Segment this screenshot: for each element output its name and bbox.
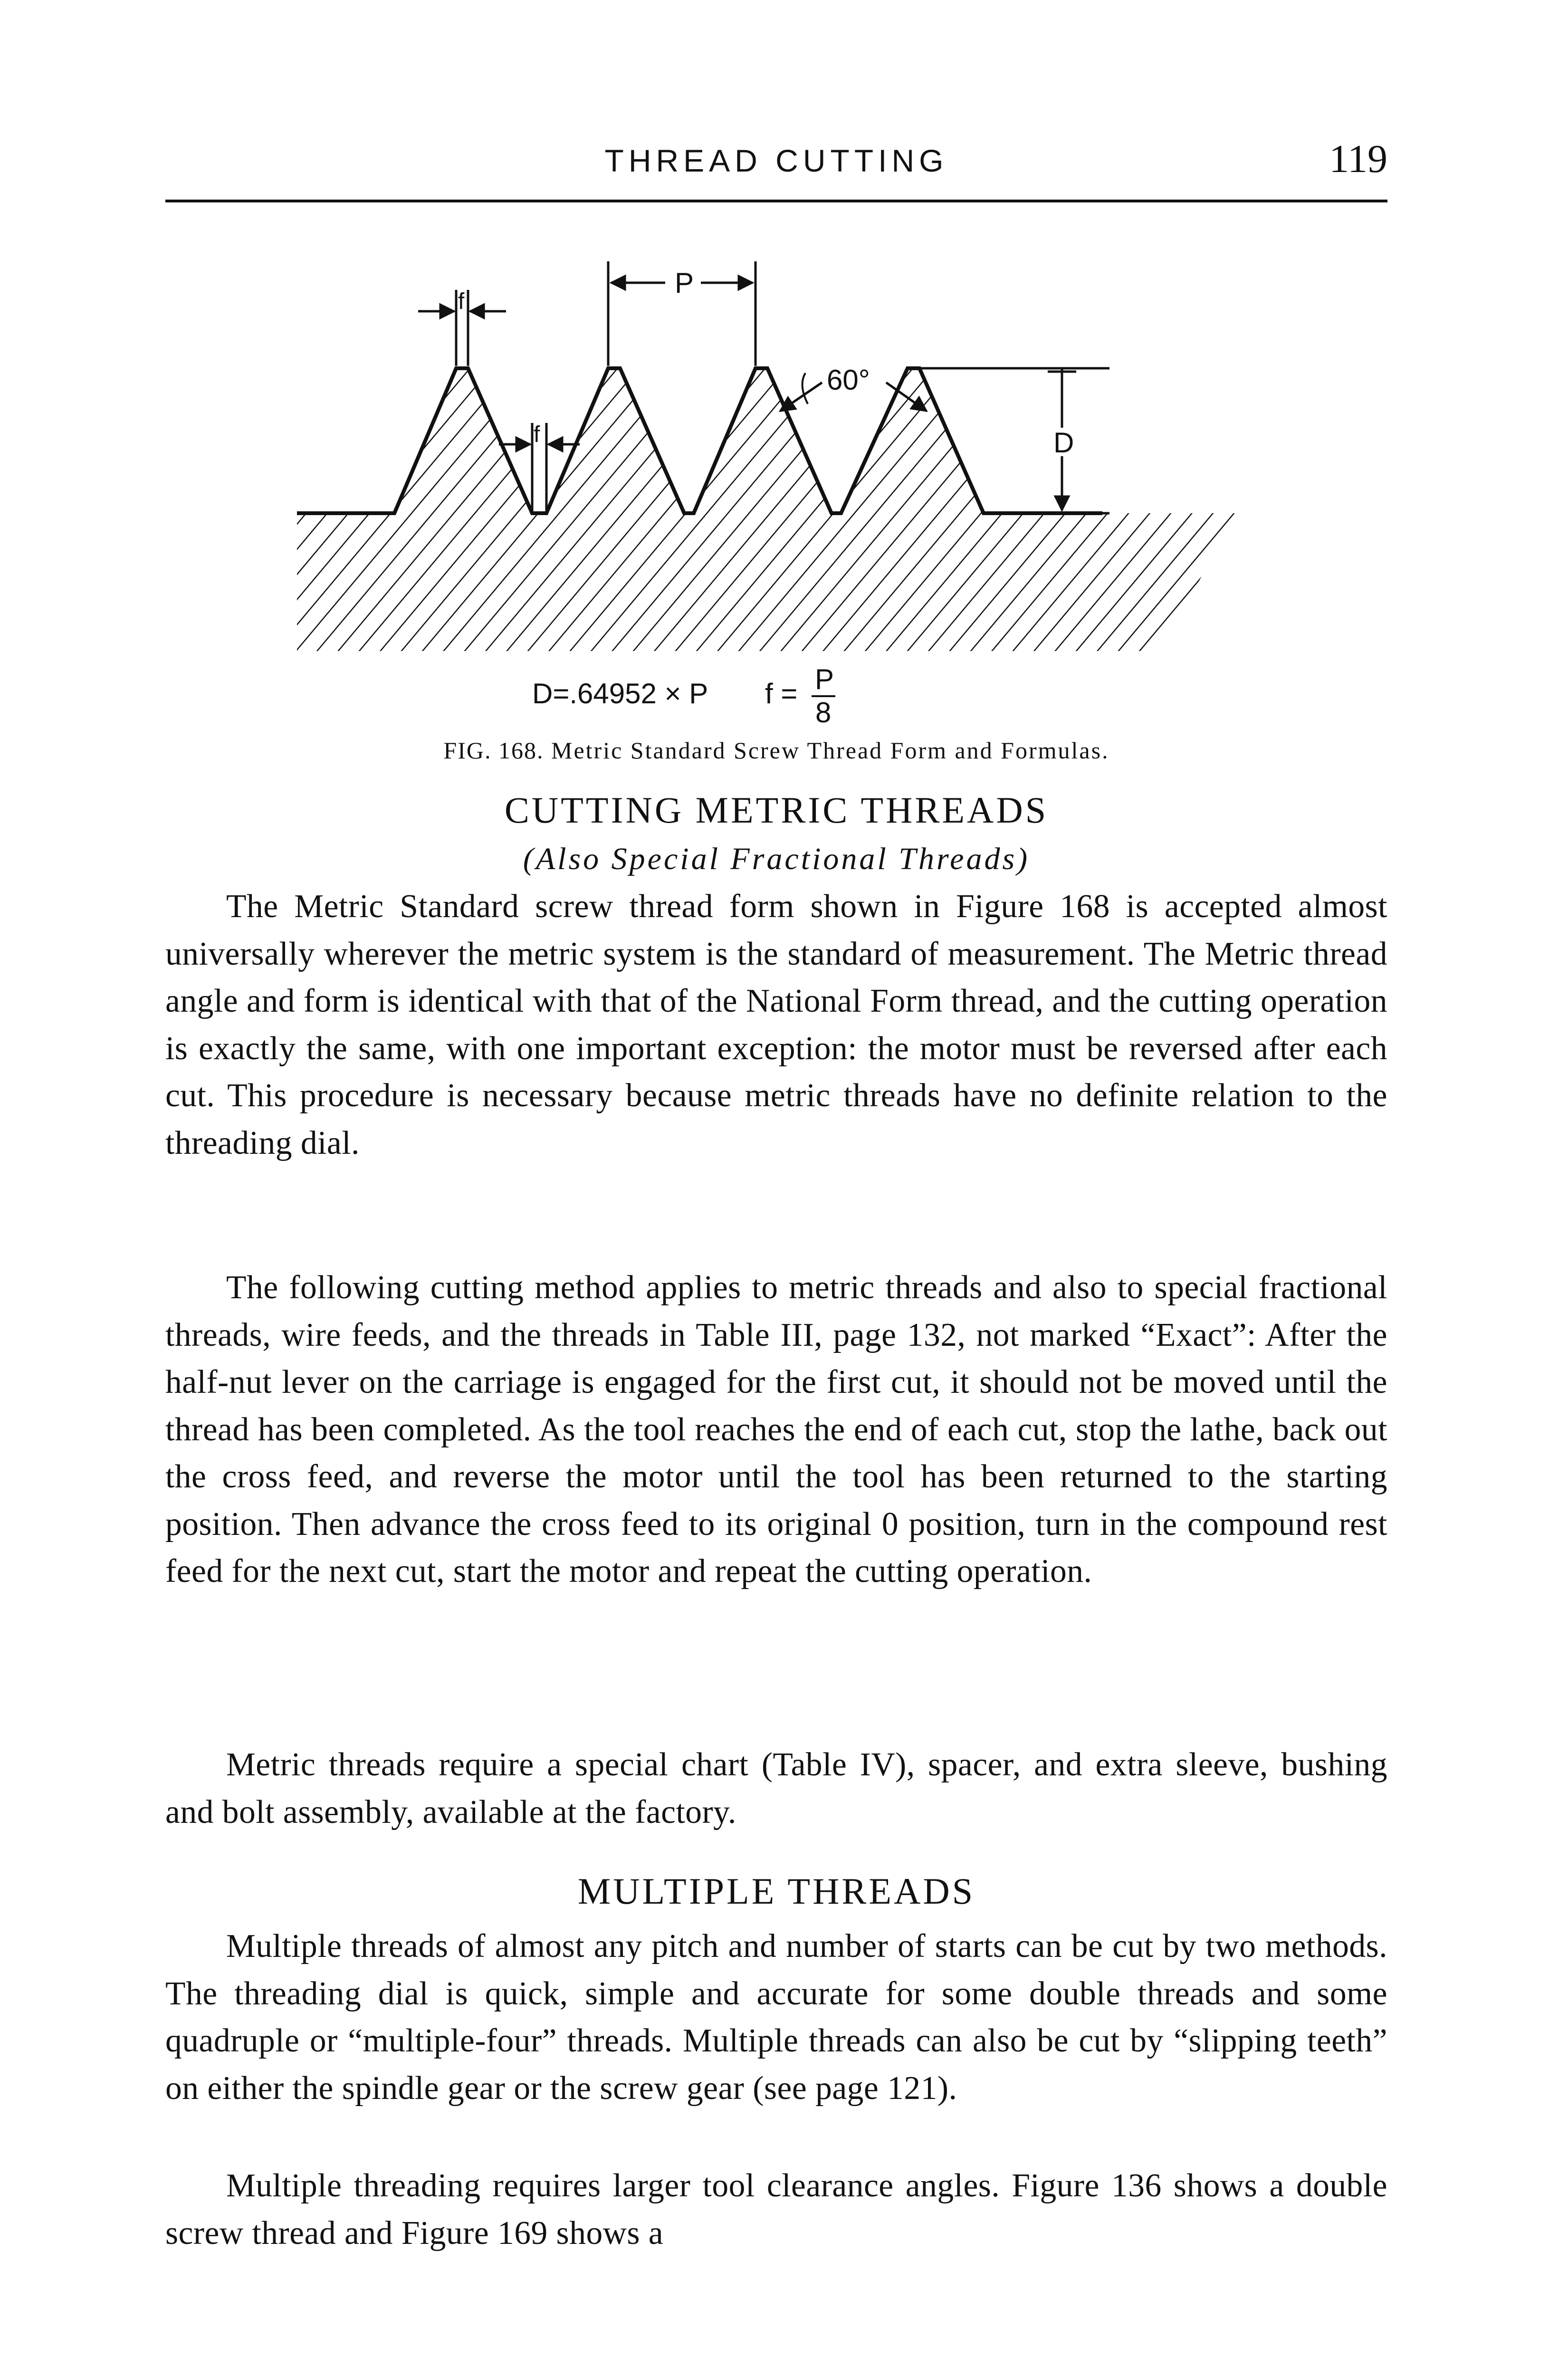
page-number: 119: [1329, 137, 1387, 181]
metric-paragraph-2: The following cutting method applies to metric threads and also to special fractional threads, wire feeds, and the threads in Table III, page 132, not marked “Exact”: After the half-nut lever on the carriage is engaged for the first cut, it should not be moved until the thread has been completed. As the tool reaches the end of each cut, stop the lathe, back out the cross feed, and reverse the motor until the tool has been returned to the starting position. Then advance the cross feed to its original 0 position, turn in the compound rest feed for the next cut, start the motor and repeat the cutting operation.: [165, 1269, 1387, 1590]
flat-formula-numerator: P: [815, 663, 834, 695]
pitch-label: P: [675, 267, 694, 299]
multiple-paragraph-2: Multiple threading requires larger tool clearance angles. Figure 136 shows a double screw thread and Figure 169 shows a: [165, 2167, 1387, 2251]
figure-number: FIG. 168.: [443, 737, 544, 764]
multiple-paragraph-1: Multiple threads of almost any pitch and number of starts can be cut by two methods. The threading dial is quick, simple and accurate for some double threads and some quadruple or “multiple-four” threads. Multiple threads can also be cut by “slipping teeth” on either the spindle gear or the screw gear (see page 121).: [165, 1928, 1387, 2107]
heading-cutting-metric-threads: CUTTING METRIC THREADS: [504, 789, 1049, 831]
thread-form-figure: [276, 247, 1302, 770]
flat-label-root: f: [534, 422, 540, 447]
metric-paragraph-3: Metric threads require a special chart (Table IV), spacer, and extra sleeve, bushing and bolt assembly, available at the factory.: [165, 1746, 1387, 1830]
figure-caption-text: Metric Standard Screw Thread Form and Formulas.: [551, 737, 1109, 764]
running-head-title: THREAD CUTTING: [604, 143, 948, 178]
flat-formula-denominator: 8: [815, 697, 832, 728]
heading-multiple-threads: MULTIPLE THREADS: [577, 1870, 975, 1912]
subheading-special-fractional: (Also Special Fractional Threads): [523, 842, 1030, 876]
header-rule: [165, 200, 1387, 202]
pitch-dimension: [608, 261, 755, 366]
flat-dimension-top: [418, 289, 506, 366]
running-head: [165, 133, 1387, 204]
metric-paragraph-1: The Metric Standard screw thread form shown in Figure 168 is accepted almost universally wherever the metric system is the standard of measurement. The Metric thread angle and form is identical with that of the National Form thread, and the cutting operation is exactly the same, with one important exception: the motor must be reversed after each cut. This procedure is necessary because metric threads have no definite relation to the threading dial.: [165, 888, 1387, 1161]
depth-label: D: [1053, 427, 1074, 459]
figure-caption: [165, 737, 1387, 764]
flat-formula: [765, 663, 835, 728]
flat-label-top: f: [458, 289, 465, 314]
angle-label: 60°: [827, 364, 870, 396]
depth-formula: D=.64952 × P: [532, 678, 708, 709]
flat-formula-lhs: f =: [765, 678, 798, 709]
thread-form-diagram: [276, 247, 1302, 770]
